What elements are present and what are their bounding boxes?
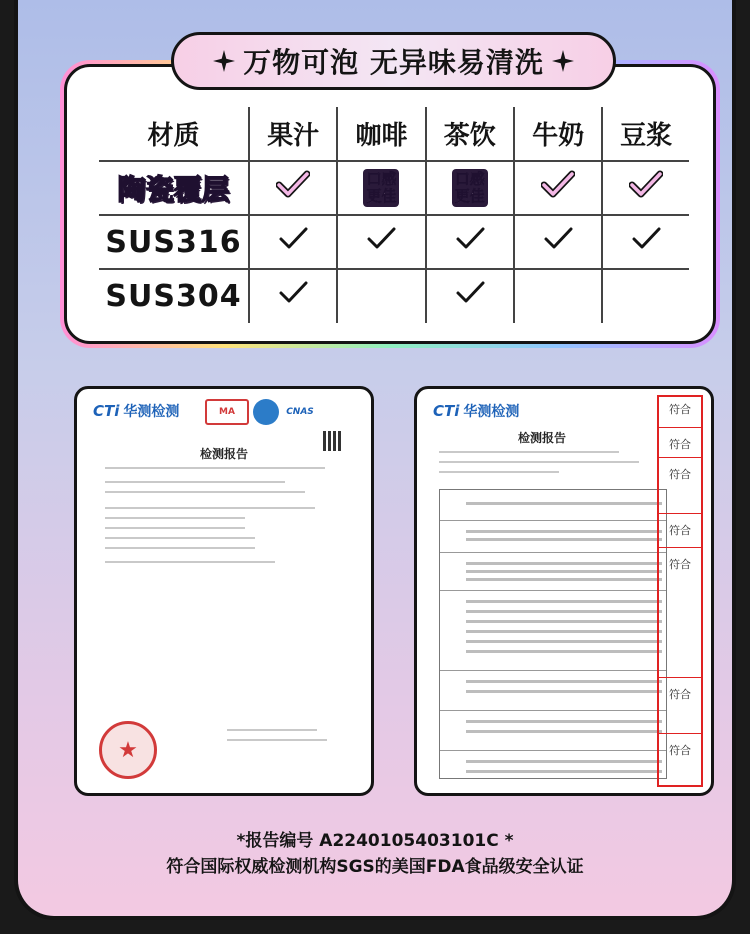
empty-cell bbox=[514, 269, 602, 323]
text-line bbox=[466, 690, 662, 693]
header-drink: 果汁 bbox=[249, 107, 337, 161]
table-row bbox=[440, 670, 666, 671]
header-drink: 豆浆 bbox=[602, 107, 689, 161]
signature-line bbox=[227, 729, 317, 731]
material-cell bbox=[99, 215, 249, 269]
cti-logo bbox=[433, 401, 519, 421]
table-row bbox=[99, 161, 689, 215]
taste-badge-cell bbox=[337, 161, 425, 215]
cti-brand-cn: 华测检测 bbox=[463, 404, 520, 420]
cti-brand-cn: 华测检测 bbox=[123, 404, 180, 420]
text-line bbox=[466, 610, 662, 613]
verdict-label: 符合 bbox=[659, 427, 701, 452]
material-label: SUS316 bbox=[105, 224, 242, 260]
text-line bbox=[466, 680, 662, 683]
check-icon bbox=[249, 161, 337, 215]
page-title: 万物可泡 无异味易清洗 bbox=[243, 46, 544, 79]
taste-badge: 口感 更佳 bbox=[452, 169, 488, 207]
text-line bbox=[105, 527, 245, 529]
check-icon bbox=[602, 215, 689, 269]
text-line bbox=[466, 630, 662, 633]
text-line bbox=[105, 537, 255, 539]
table-row bbox=[440, 710, 666, 711]
text-line bbox=[105, 517, 245, 519]
official-seal-icon: ★ bbox=[99, 721, 157, 779]
comparison-card-inner bbox=[64, 64, 716, 344]
taste-badge-cell bbox=[426, 161, 514, 215]
table-header-row bbox=[99, 107, 689, 161]
table-row bbox=[99, 215, 689, 269]
text-line bbox=[466, 720, 662, 723]
header-drink: 茶饮 bbox=[426, 107, 514, 161]
text-line bbox=[466, 760, 662, 763]
table-row bbox=[99, 269, 689, 323]
check-icon bbox=[337, 215, 425, 269]
text-line bbox=[466, 620, 662, 623]
verdict-label: 符合 bbox=[659, 513, 701, 538]
text-line bbox=[439, 471, 559, 473]
certification-note: 符合国际权威检测机构SGS的美国FDA食品级安全认证 bbox=[166, 857, 584, 877]
standards-table bbox=[439, 489, 667, 779]
table-row bbox=[440, 750, 666, 751]
material-cell bbox=[99, 161, 249, 215]
empty-cell bbox=[337, 269, 425, 323]
text-line bbox=[466, 570, 662, 573]
text-line bbox=[105, 467, 325, 469]
header-drink: 牛奶 bbox=[514, 107, 602, 161]
material-comparison-table bbox=[99, 107, 689, 323]
check-icon bbox=[602, 161, 689, 215]
title-banner bbox=[171, 32, 616, 90]
cma-badge bbox=[205, 399, 249, 425]
text-line bbox=[105, 481, 285, 483]
text-line bbox=[105, 561, 275, 563]
table-row bbox=[440, 590, 666, 591]
text-line bbox=[466, 600, 662, 603]
verdict-label: 符合 bbox=[669, 403, 691, 416]
cma-label: MA bbox=[219, 407, 235, 417]
report-title: 检测报告 bbox=[199, 447, 248, 461]
text-line bbox=[466, 770, 662, 773]
verdict-highlight-box bbox=[657, 395, 703, 787]
table-row bbox=[440, 552, 666, 553]
header-drink: 咖啡 bbox=[337, 107, 425, 161]
verdict-label: 符合 bbox=[659, 677, 701, 702]
test-report-right bbox=[414, 386, 714, 796]
text-line bbox=[466, 562, 662, 565]
text-line bbox=[466, 650, 662, 653]
header-material: 材质 bbox=[99, 107, 249, 161]
cti-brand: CTi bbox=[93, 402, 120, 420]
text-line bbox=[439, 451, 619, 453]
cti-brand: CTi bbox=[433, 402, 460, 420]
text-line bbox=[466, 502, 662, 505]
text-line bbox=[466, 578, 662, 581]
test-report-left bbox=[74, 386, 374, 796]
check-icon bbox=[426, 269, 514, 323]
verdict-label: 符合 bbox=[659, 733, 701, 758]
signature-line bbox=[227, 739, 327, 741]
text-line bbox=[466, 640, 662, 643]
check-icon bbox=[426, 215, 514, 269]
cnas-badge bbox=[283, 399, 317, 425]
comparison-card bbox=[60, 60, 720, 348]
cnas-label: CNAS bbox=[286, 407, 314, 417]
sparkle-star-icon bbox=[552, 50, 574, 72]
text-line bbox=[105, 491, 305, 493]
material-label: SUS304 bbox=[105, 279, 242, 314]
text-line bbox=[105, 507, 315, 509]
text-line bbox=[466, 538, 662, 541]
text-line bbox=[466, 730, 662, 733]
cti-logo bbox=[93, 401, 179, 421]
verdict-label: 符合 bbox=[659, 457, 701, 482]
table-row bbox=[440, 520, 666, 521]
text-line bbox=[439, 461, 639, 463]
taste-badge: 口感 更佳 bbox=[363, 169, 399, 207]
poster-frame bbox=[14, 0, 736, 920]
text-line bbox=[105, 547, 255, 549]
material-label: 陶瓷覆层 bbox=[117, 173, 230, 206]
check-icon bbox=[514, 215, 602, 269]
empty-cell bbox=[602, 269, 689, 323]
material-cell bbox=[99, 269, 249, 323]
verdict-label: 符合 bbox=[659, 547, 701, 572]
check-icon bbox=[249, 215, 337, 269]
text-line bbox=[466, 530, 662, 533]
report-number: *报告编号 A2240105403101C * bbox=[236, 831, 514, 851]
ilac-badge bbox=[253, 399, 279, 425]
check-icon bbox=[514, 161, 602, 215]
report-title: 检测报告 bbox=[517, 431, 566, 445]
table-body bbox=[99, 161, 689, 323]
check-icon bbox=[249, 269, 337, 323]
sparkle-star-icon bbox=[213, 50, 235, 72]
